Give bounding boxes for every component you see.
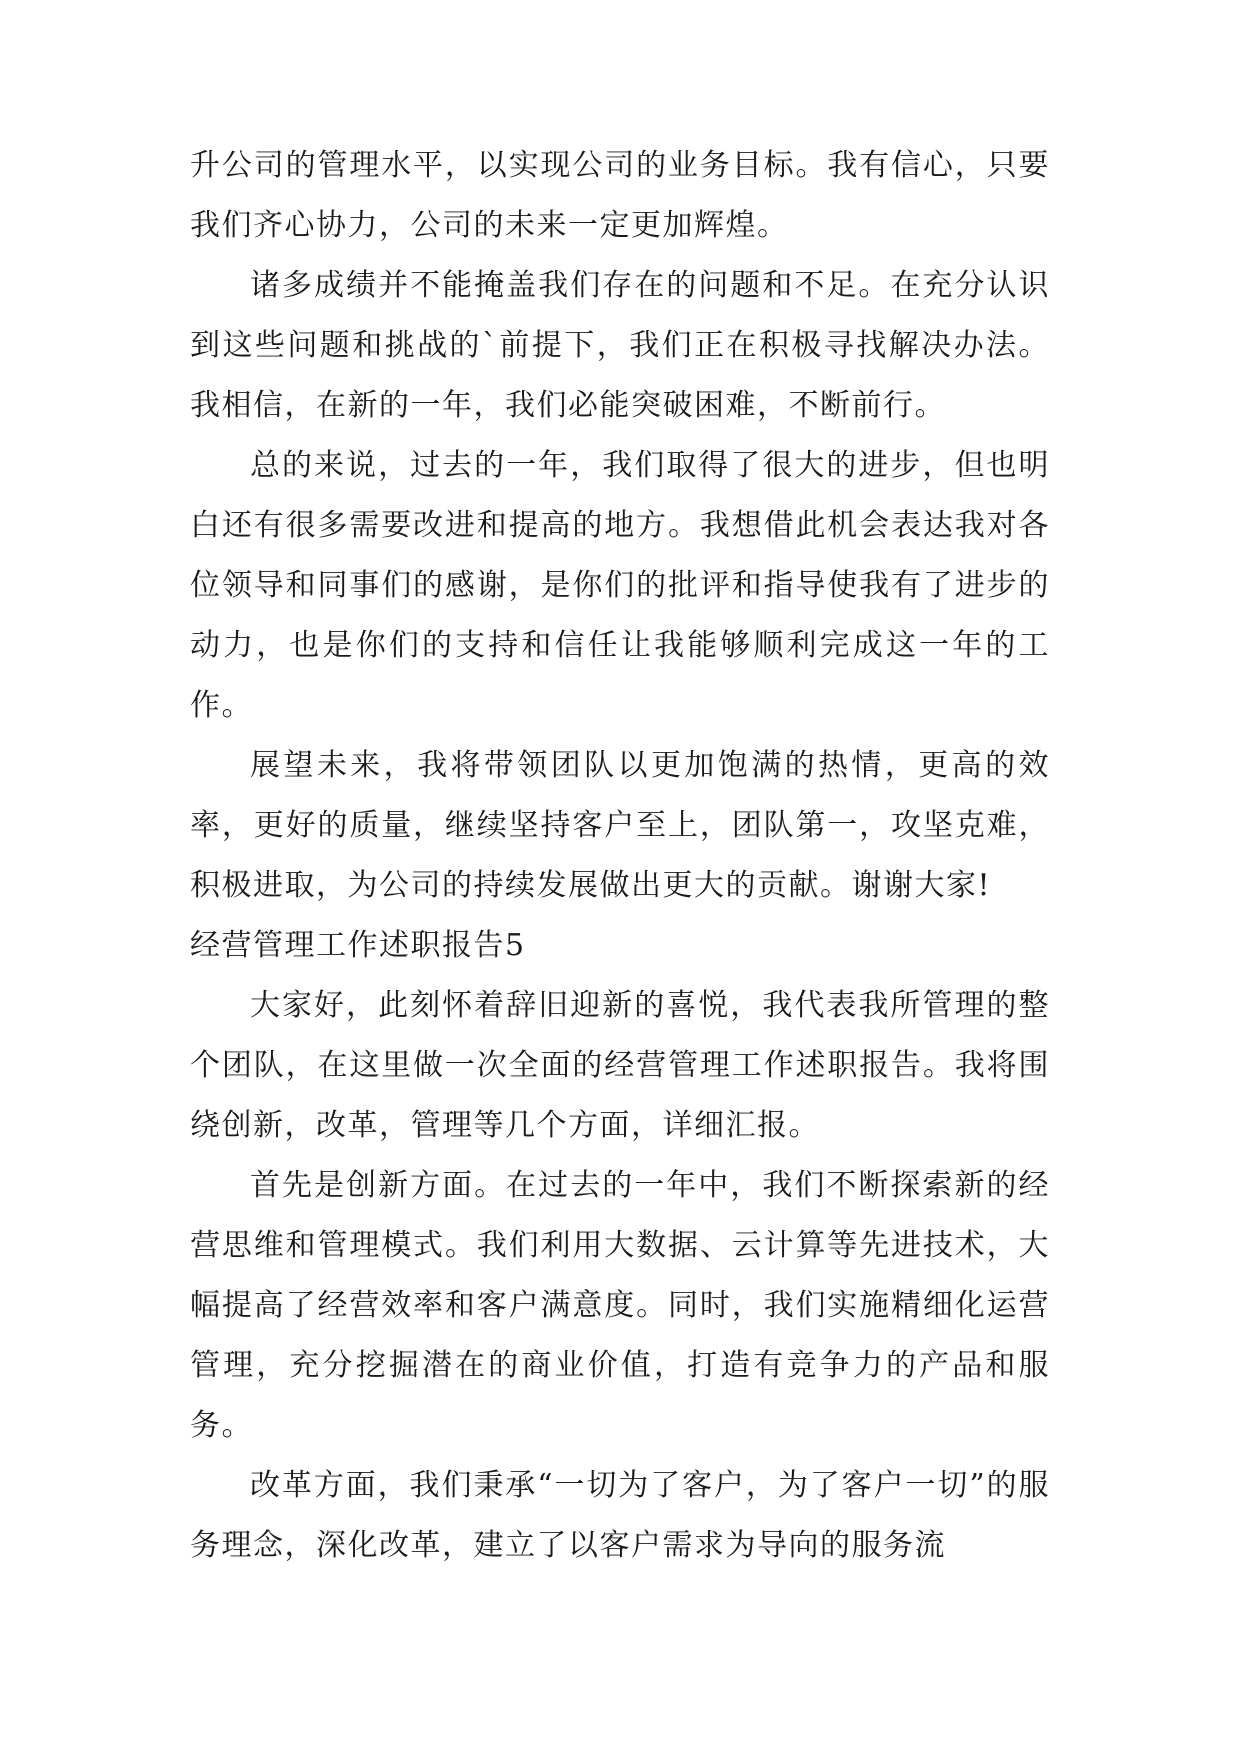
paragraph-3: 总的来说，过去的一年，我们取得了很大的进步，但也明白还有很多需要改进和提高的地方。我想借此机会表达我对各位领导和同事们的感谢，是你们的批评和指导使我有了进步的动力，也是你们的支持和信任让我能够顺利完成这一年的工作。: [190, 448, 1050, 723]
paragraph-4: 展望未来，我将带领团队以更加饱满的热情，更高的效率，更好的质量，继续坚持客户至上，团队第一，攻坚克难，积极进取，为公司的持续发展做出更大的贡献。谢谢大家!: [190, 748, 1050, 903]
paragraph-5: 大家好，此刻怀着辞旧迎新的喜悦，我代表我所管理的整个团队，在这里做一次全面的经营管理工作述职报告。我将围绕创新，改革，管理等几个方面，详细汇报。: [190, 988, 1050, 1143]
section-heading: 经营管理工作述职报告5: [190, 928, 526, 963]
paragraph-1: 升公司的管理水平，以实现公司的业务目标。我有信心，只要我们齐心协力，公司的未来一定更加辉煌。: [190, 148, 1050, 243]
paragraph-6: 首先是创新方面。在过去的一年中，我们不断探索新的经营思维和管理模式。我们利用大数据、云计算等先进技术，大幅提高了经营效率和客户满意度。同时，我们实施精细化运营管理，充分挖掘潜在的商业价值，打造有竞争力的产品和服务。: [190, 1168, 1050, 1443]
paragraph-2: 诸多成绩并不能掩盖我们存在的问题和不足。在充分认识到这些问题和挑战的`前提下，我们正在积极寻找解决办法。我相信，在新的一年，我们必能突破困难，不断前行。: [190, 268, 1050, 423]
document-body: [190, 136, 1050, 1576]
paragraph-7: 改革方面，我们秉承“一切为了客户，为了客户一切”的服务理念，深化改革，建立了以客户需求为导向的服务流: [190, 1468, 1050, 1563]
